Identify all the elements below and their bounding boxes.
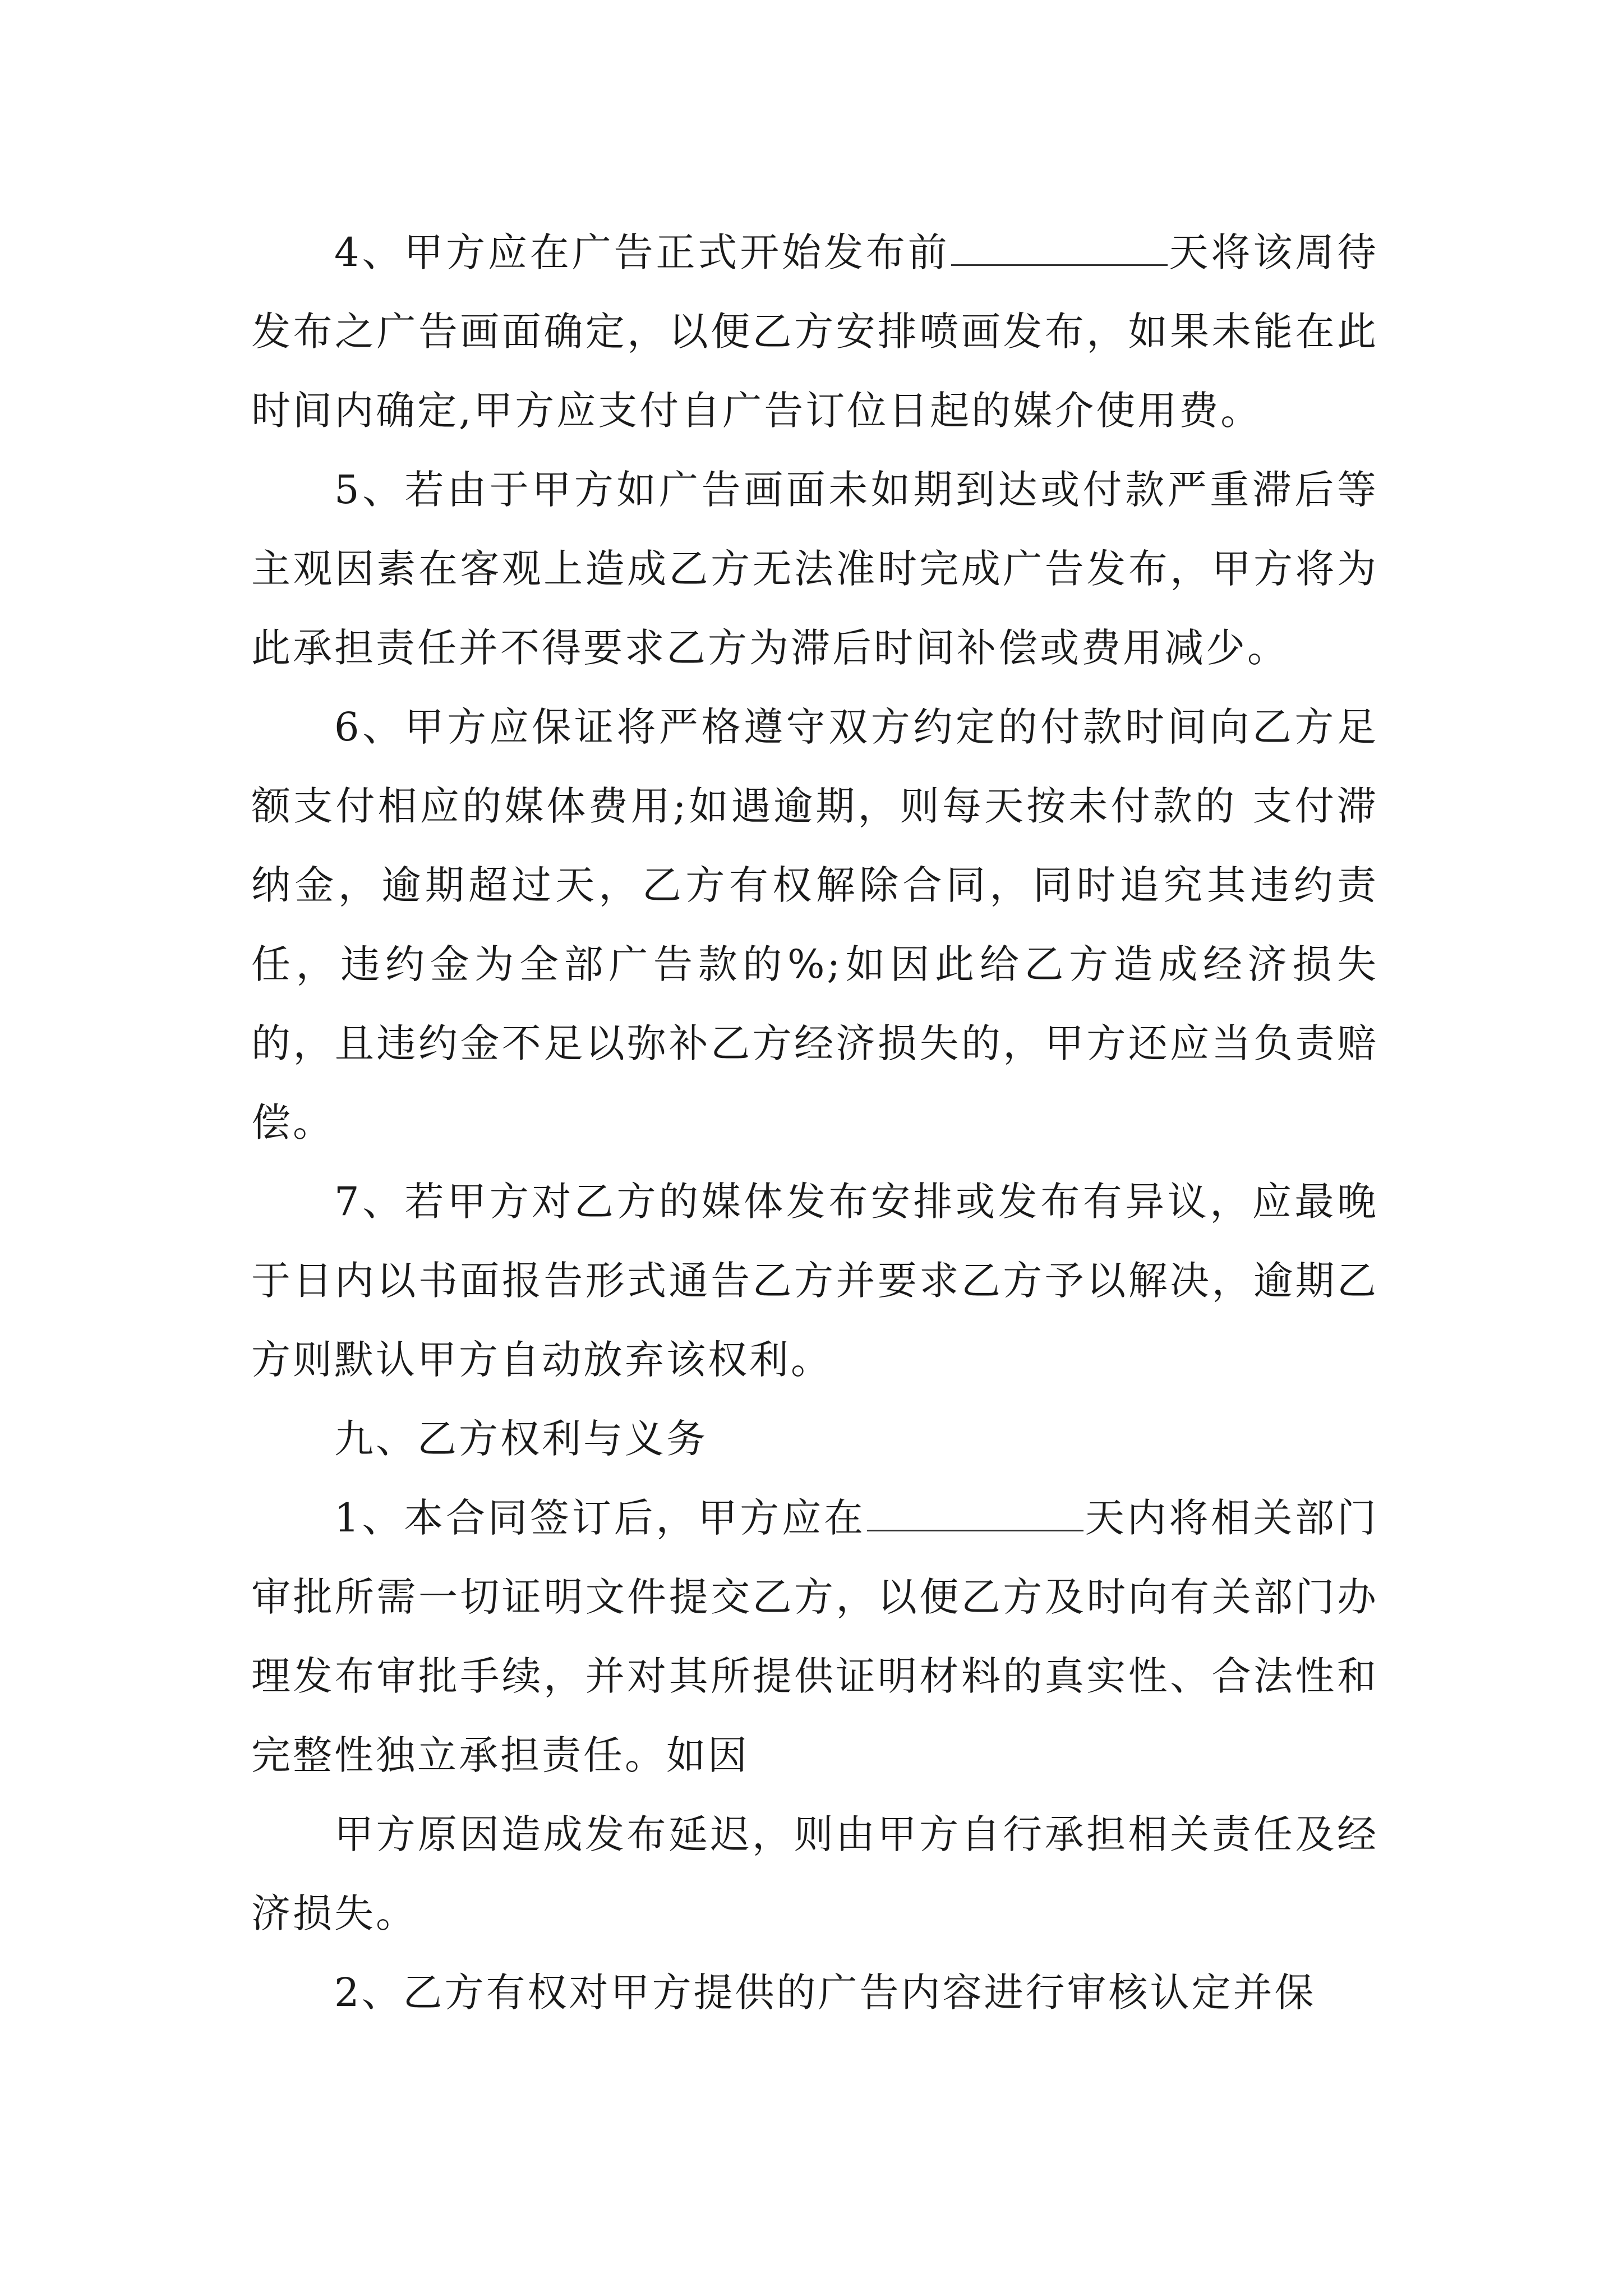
section-9-clause-1-text-start: 1、本合同签订后，甲方应在 bbox=[334, 1495, 866, 1541]
document-body bbox=[251, 213, 1378, 2032]
section-heading bbox=[251, 1400, 1378, 1479]
section-9-clause-1-paragraph bbox=[251, 1479, 1378, 1795]
section-9-clause-1-text-end: 天内将相关部门审批所需一切证明文件提交乙方，以便乙方及时向有关部门办理发布审批手续，并对其所提供证明材料的真实性、合法性和完整性独立承担责任。如因 bbox=[251, 1495, 1378, 1778]
section-9-clause-1-continuation bbox=[251, 1795, 1378, 1953]
section-heading-text: 九、乙方权利与义务 bbox=[334, 1416, 708, 1462]
clause-5-paragraph bbox=[251, 450, 1378, 688]
clause-5-text: 5、若由于甲方如广告画面未如期到达或付款严重滞后等主观因素在客观上造成乙方无法准时完成广告发布，甲方将为此承担责任并不得要求乙方为滞后时间补偿或费用减少。 bbox=[251, 467, 1378, 671]
clause-4-text-start: 4、甲方应在广告正式开始发布前 bbox=[334, 229, 950, 275]
clause-7-text: 7、若甲方对乙方的媒体发布安排或发布有异议，应最晚于日内以书面报告形式通告乙方并要求乙方予以解决，逾期乙方则默认甲方自动放弃该权利。 bbox=[251, 1179, 1378, 1383]
fill-in-blank-days bbox=[951, 234, 1168, 266]
clause-6-paragraph bbox=[251, 688, 1378, 1162]
section-9-clause-1-continuation-text: 甲方原因造成发布延迟，则由甲方自行承担相关责任及经济损失。 bbox=[251, 1811, 1378, 1936]
section-9-clause-2-paragraph bbox=[251, 1953, 1378, 2032]
clause-6-text: 6、甲方应保证将严格遵守双方约定的付款时间向乙方足额支付相应的媒体费用;如遇逾期，则每天按未付款的 支付滞纳金，逾期超过天，乙方有权解除合同，同时追究其违约责任，违约金为全部广告款的%;如因此给乙方造成经济损失的，且违约金不足以弥补乙方经济损失的，甲方还应当负责赔偿。 bbox=[251, 704, 1378, 1145]
clause-4-text-end: 天将该周待发布之广告画面确定，以便乙方安排喷画发布，如果未能在此时间内确定,甲方应支付自广告订位日起的媒介使用费。 bbox=[251, 229, 1378, 434]
clause-4-paragraph bbox=[251, 213, 1378, 450]
fill-in-blank-days-2 bbox=[867, 1499, 1083, 1531]
clause-7-paragraph bbox=[251, 1162, 1378, 1400]
section-9-clause-2-text: 2、乙方有权对甲方提供的广告内容进行审核认定并保 bbox=[334, 1970, 1316, 2016]
